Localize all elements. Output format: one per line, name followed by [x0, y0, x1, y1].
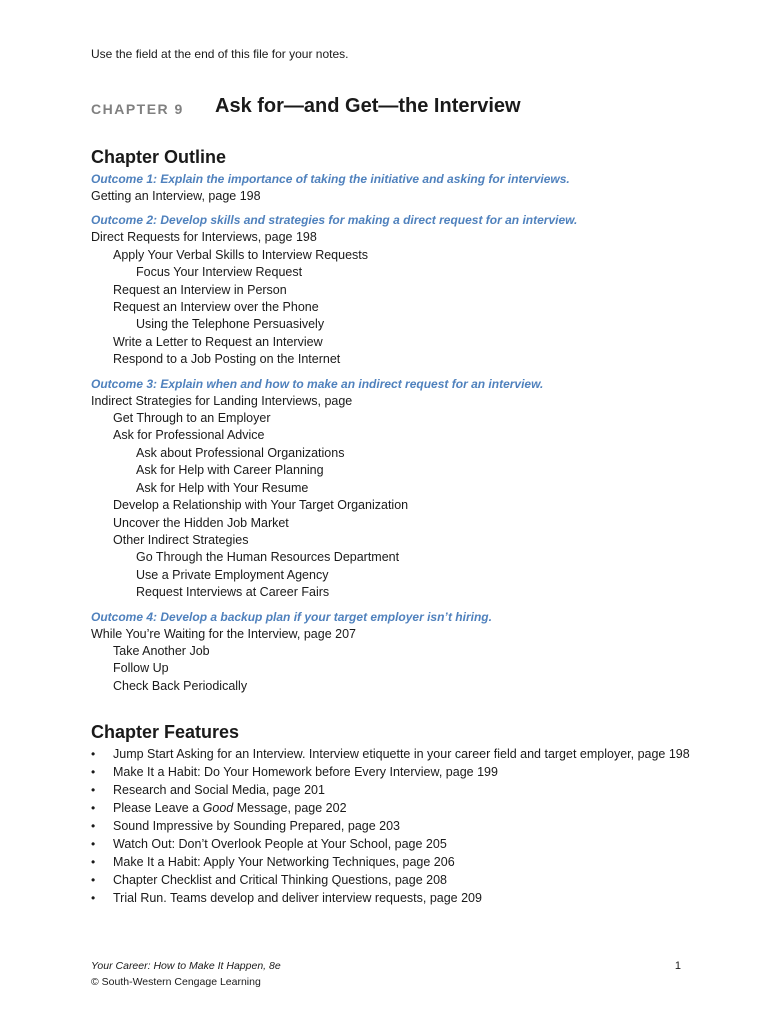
- feature-list-item: [91, 745, 701, 763]
- bullet-icon: •: [91, 873, 96, 887]
- bullet-icon: •: [91, 855, 96, 869]
- feature-list-item: [91, 889, 701, 907]
- feature-list-item: [91, 799, 701, 817]
- chapter-outline: [91, 171, 701, 702]
- feature-list-item: [91, 871, 701, 889]
- outline-heading: Chapter Outline: [91, 147, 227, 167]
- outcome-title: Outcome 3: Explain when and how to make an indirect request for an interview.: [91, 376, 544, 391]
- outline-item: Getting an Interview, page 198: [91, 189, 261, 203]
- outline-item: Request an Interview over the Phone: [113, 300, 319, 315]
- chapter-header: [91, 95, 691, 125]
- outcome-title: Outcome 1: Explain the importance of taking the initiative and asking for interviews.: [91, 172, 570, 186]
- feature-emphasis: Good: [202, 801, 234, 815]
- outcome-group: [91, 212, 701, 368]
- outline-item: Go Through the Human Resources Department: [136, 550, 400, 565]
- outcome-group: [91, 609, 701, 696]
- chapter-title: Ask for—and Get—the Interview: [215, 95, 521, 117]
- feature-text: Watch Out: Don’t Overlook People at Your School, page 205: [113, 837, 447, 851]
- feature-list-item: [91, 835, 701, 853]
- outline-item: Apply Your Verbal Skills to Interview Requests: [113, 247, 368, 262]
- outline-item: Request an Interview in Person: [113, 282, 287, 297]
- feature-list-item: [91, 817, 701, 835]
- outline-item: While You’re Waiting for the Interview, page 207: [91, 626, 356, 641]
- outline-item: Focus Your Interview Request: [136, 265, 303, 280]
- feature-text: Trial Run. Teams develop and deliver interview requests, page 209: [113, 891, 482, 905]
- notes-instruction: Use the field at the end of this file for your notes.: [91, 47, 349, 61]
- outline-item: Ask for Help with Career Planning: [136, 463, 324, 478]
- bullet-icon: •: [91, 801, 96, 815]
- feature-list-item: [91, 763, 701, 781]
- bullet-icon: •: [91, 837, 96, 851]
- outline-item: Direct Requests for Interviews, page 198: [91, 230, 317, 245]
- outcome-title: Outcome 4: Develop a backup plan if your target employer isn’t hiring.: [91, 609, 492, 624]
- feature-text: Please Leave a: [113, 801, 203, 815]
- outline-item: Ask for Professional Advice: [113, 428, 265, 443]
- outline-item: Develop a Relationship with Your Target Organization: [113, 498, 409, 513]
- page-number: 1: [674, 960, 681, 972]
- outline-item: Check Back Periodically: [113, 678, 248, 693]
- outline-item: Indirect Strategies for Landing Interviews, page: [91, 393, 353, 408]
- feature-text: Chapter Checklist and Critical Thinking Questions, page 208: [113, 873, 447, 887]
- feature-text: Sound Impressive by Sounding Prepared, page 203: [113, 819, 400, 833]
- bullet-icon: •: [91, 819, 96, 833]
- feature-text-after: Message, page 202: [233, 801, 347, 815]
- outline-item: Ask about Professional Organizations: [136, 445, 345, 460]
- page-footer: [91, 958, 691, 990]
- feature-text: Make It a Habit: Do Your Homework before Every Interview, page 199: [113, 765, 498, 779]
- outline-item: Using the Telephone Persuasively: [136, 317, 325, 332]
- bullet-icon: •: [91, 783, 96, 797]
- footer-copyright: © South-Western Cengage Learning: [91, 976, 261, 988]
- bullet-icon: •: [91, 747, 96, 761]
- feature-text: Research and Social Media, page 201: [113, 783, 325, 797]
- outline-item: Take Another Job: [113, 643, 210, 658]
- outline-item: Respond to a Job Posting on the Internet: [113, 352, 341, 367]
- footer-book-title: Your Career: How to Make It Happen, 8e: [91, 960, 281, 972]
- feature-list-item: [91, 781, 701, 799]
- outline-item: Write a Letter to Request an Interview: [113, 334, 323, 349]
- outcome-title: Outcome 2: Develop skills and strategies for making a direct request for an interview.: [91, 213, 578, 228]
- outline-item: Request Interviews at Career Fairs: [136, 585, 330, 600]
- outline-item: Ask for Help with Your Resume: [136, 480, 309, 495]
- bullet-icon: •: [91, 765, 96, 779]
- chapter-label: CHAPTER 9: [91, 101, 184, 117]
- outline-item: Get Through to an Employer: [113, 411, 271, 426]
- outcome-group: [91, 171, 701, 205]
- outline-item: Other Indirect Strategies: [113, 532, 249, 547]
- feature-list-item: [91, 853, 701, 871]
- feature-text: Jump Start Asking for an Interview. Interview etiquette in your career field and target employer, page 198: [113, 747, 690, 761]
- outline-item: Use a Private Employment Agency: [136, 567, 329, 582]
- bullet-icon: •: [91, 891, 96, 905]
- chapter-features-list: [91, 745, 701, 907]
- outline-item: Uncover the Hidden Job Market: [113, 515, 289, 530]
- feature-text: Make It a Habit: Apply Your Networking Techniques, page 206: [113, 855, 455, 869]
- features-heading: Chapter Features: [91, 722, 240, 742]
- outline-item: Follow Up: [113, 661, 169, 676]
- outcome-group: [91, 376, 701, 602]
